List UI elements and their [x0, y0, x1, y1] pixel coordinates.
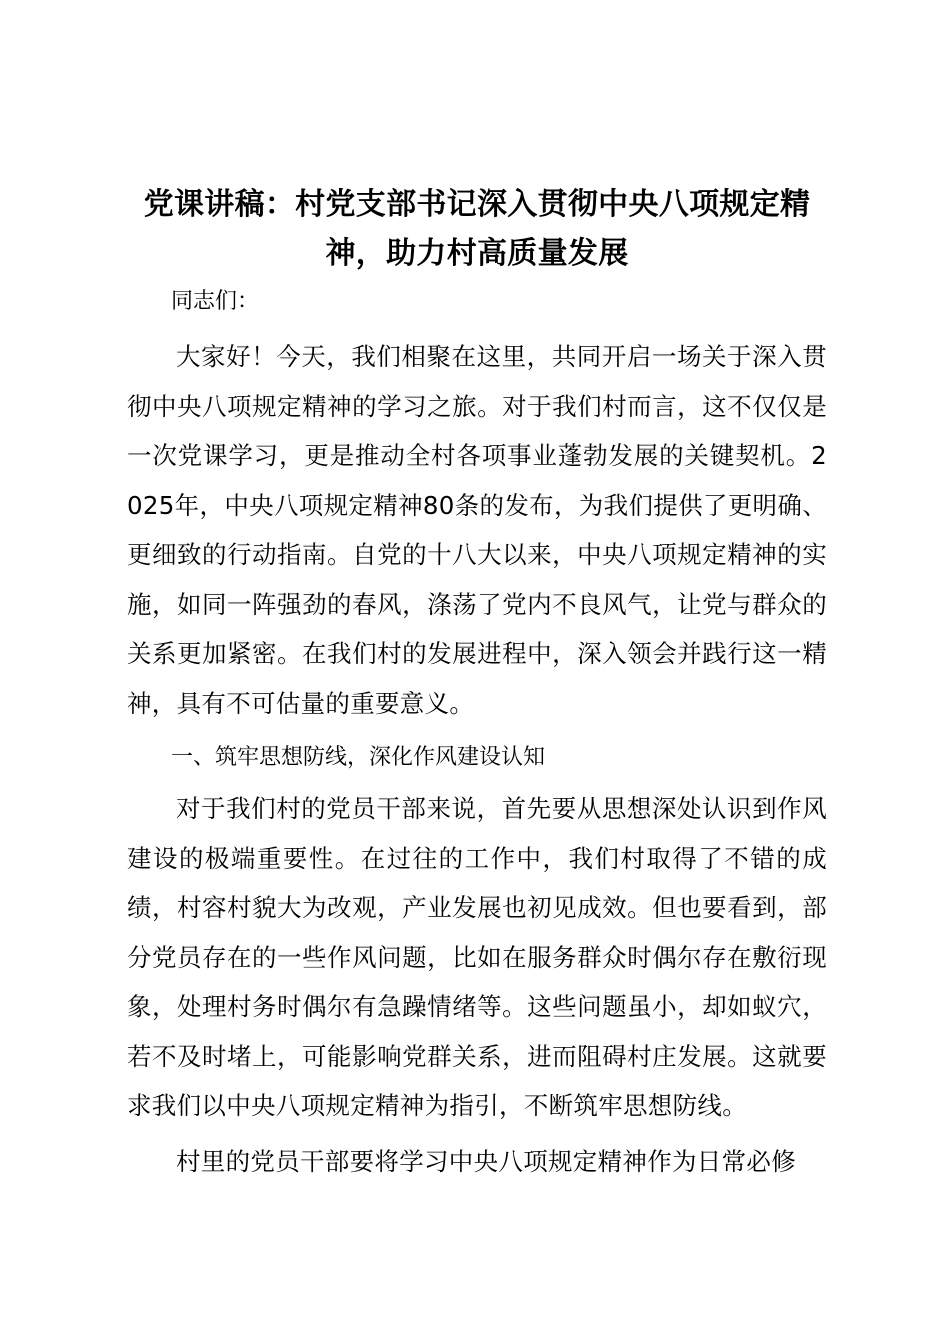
section-paragraph-2: 村里的党员干部要将学习中央八项规定精神作为日常必修	[176, 1146, 796, 1176]
document-title: 党课讲稿：村党支部书记深入贯彻中央八项规定精神，助力村高质量发展	[143, 187, 811, 271]
document-body	[127, 180, 827, 1186]
section-heading: 一、筑牢思想防线，深化作风建设认知	[171, 745, 546, 770]
intro-paragraph: 大家好！今天，我们相聚在这里，共同开启一场关于深入贯彻中央八项规定精神的学习之旅。对于我们村而言，这不仅仅是一次党课学习，更是推动全村各项事业蓬勃发展的关键契机。2025年，中央八项规定精神80条的发布，为我们提供了更明确、更细致的行动指南。自党的十八大以来，中央八项规定精神的实施，如同一阵强劲的春风，涤荡了党内不良风气，让党与群众的关系更加紧密。在我们村的发展进程中，深入领会并践行这一精神，具有不可估量的重要意义。	[127, 342, 827, 718]
section-paragraph-1: 对于我们村的党员干部来说，首先要从思想深处认识到作风建设的极端重要性。在过往的工作中，我们村取得了不错的成绩，村容村貌大为改观，产业发展也初见成效。但也要看到，部分党员存在的一些作风问题，比如在服务群众时偶尔存在敷衍现象，处理村务时偶尔有急躁情绪等。这些问题虽小，却如蚁穴，若不及时堵上，可能影响党群关系，进而阻碍村庄发展。这就要求我们以中央八项规定精神为指引，不断筑牢思想防线。	[127, 794, 827, 1120]
salutation: 同志们：	[171, 289, 260, 314]
